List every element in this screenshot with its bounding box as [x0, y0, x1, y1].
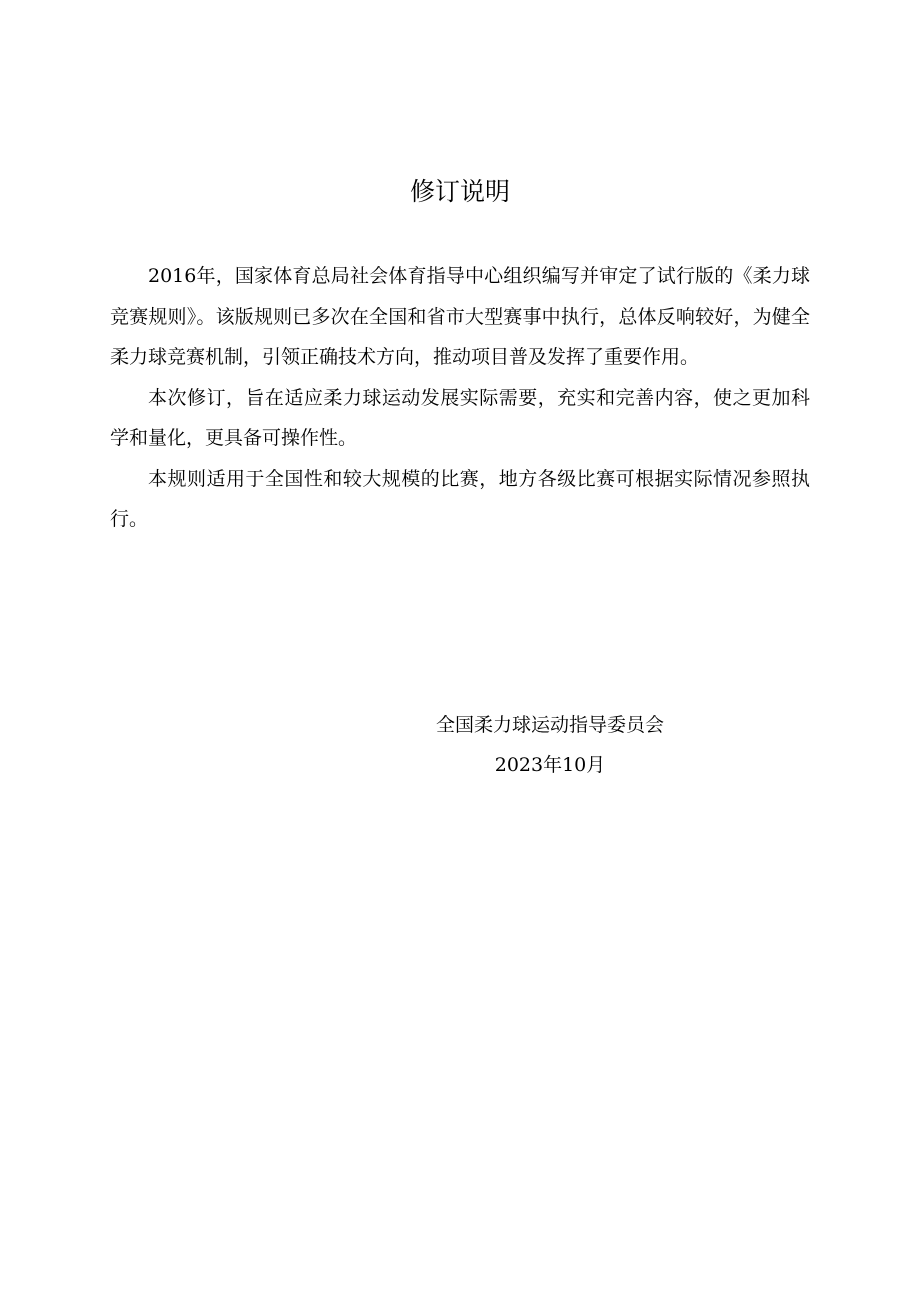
document-title: 修订说明	[409, 177, 510, 206]
document-body	[110, 256, 810, 540]
signature-date: 2023年10月	[494, 754, 606, 776]
paragraph-scope: 本规则适用于全国性和较大规模的比赛，地方各级比赛可根据实际情况参照执行。	[110, 467, 810, 530]
signature-block	[380, 705, 720, 785]
signature-organization: 全国柔力球运动指导委员会	[435, 714, 664, 736]
paragraph-history: 2016年，国家体育总局社会体育指导中心组织编写并审定了试行版的《柔力球竞赛规则》。该版规则已多次在全国和省市大型赛事中执行，总体反响较好，为健全柔力球竞赛机制，引领正确技术方向，推动项目普及发挥了重要作用。	[110, 265, 810, 368]
paragraph-revision-purpose: 本次修订，旨在适应柔力球运动发展实际需要，充实和完善内容，使之更加科学和量化，更具备可操作性。	[110, 386, 810, 449]
